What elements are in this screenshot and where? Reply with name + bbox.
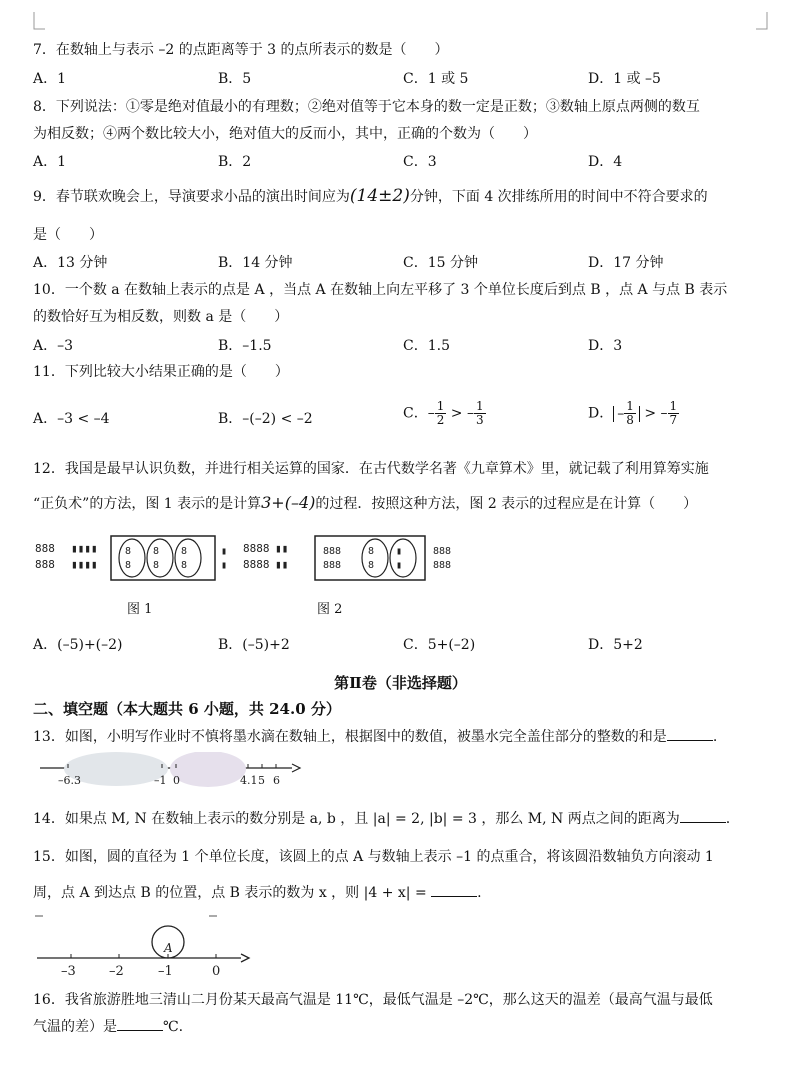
q11-option-c[interactable]: [403, 400, 486, 427]
q11-c-mid: > –: [446, 405, 474, 422]
q12-expression: 3+(–4): [261, 493, 316, 512]
q15-point-a: A: [164, 941, 173, 955]
svg-text:▮▮: ▮▮: [275, 558, 289, 571]
q8-stem-line1: 8．下列说法：①零是绝对值最小的有理数；②绝对值等于它本身的数一定是正数；③数轴上原点两侧的数互: [33, 99, 700, 115]
q12-figure-1: [33, 532, 278, 590]
q11-d-mid: > –: [639, 405, 668, 422]
q8-option-b[interactable]: B．2: [218, 154, 252, 170]
svg-text:8888: 8888: [243, 542, 270, 555]
q11-c-prefix: C．–: [403, 405, 435, 422]
q12-stem-part1: “正负术”的方法，图 1 表示的是计算: [33, 496, 262, 512]
q15-stem-line1: 15．如图，圆的直径为 1 个单位长度，该圆上的点 A 与数轴上表示 –1 的点重合，将该圆沿数轴负方向滚动 1: [33, 849, 714, 865]
q12-option-d[interactable]: D．5+2: [588, 637, 643, 653]
q10-option-a[interactable]: A．–3: [33, 338, 74, 354]
q8-option-d[interactable]: D．4: [588, 154, 623, 170]
q12-stem-line2: [33, 493, 697, 513]
q9-option-b[interactable]: B．14 分钟: [218, 255, 293, 271]
q9-stem-part1: 9．春节联欢晚会上，导演要求小品的演出时间应为: [33, 189, 350, 205]
q15-tick-neg2: –2: [109, 964, 124, 978]
q16-stem-line1: 16．我省旅游胜地三清山二月份某天最高气温是 11℃，最低气温是 –2℃，那么这天的温差（最高气温与最低: [33, 992, 713, 1008]
q13-tick-6: 6: [273, 774, 280, 787]
q10-options: [33, 335, 773, 357]
q11-c-num2: 1: [476, 399, 484, 413]
q13-answer-blank[interactable]: [667, 728, 713, 741]
q12-options: [33, 634, 773, 656]
q9-stem-line1: [33, 186, 708, 206]
svg-text:888: 888: [323, 560, 342, 571]
svg-text:8: 8: [181, 546, 188, 557]
svg-text:888: 888: [35, 542, 55, 555]
q16-stem-line2: [33, 1016, 183, 1036]
q13-tick-0: 0: [173, 774, 180, 787]
svg-text:888: 888: [433, 546, 452, 557]
q9-option-c[interactable]: C．15 分钟: [403, 255, 478, 271]
q12-stem-line1: 12．我国是最早认识负数，并进行相关运算的国家．在古代数学名著《九章算术》里，就记载了利用算筹实施: [33, 461, 709, 477]
q14-stem-line: [33, 808, 730, 828]
q9-stem-line2: 是（ ）: [33, 227, 103, 243]
q7-option-c[interactable]: C．1 或 5: [403, 71, 469, 87]
svg-text:8: 8: [153, 546, 160, 557]
q9-option-a[interactable]: A．13 分钟: [33, 255, 108, 271]
svg-text:8: 8: [125, 546, 132, 557]
q15-end: .: [477, 885, 482, 901]
q8-option-c[interactable]: C．3: [403, 154, 437, 170]
q11-d-den2: 7: [669, 413, 678, 427]
q7-option-d[interactable]: D．1 或 –5: [588, 71, 661, 87]
svg-text:888: 888: [433, 560, 452, 571]
q13-stem: 13．如图，小明写作业时不慎将墨水滴在数轴上，根据图中的数值，被墨水完全盖住部分的整数的和是: [33, 729, 667, 745]
q8-stem-line2: 为相反数；④两个数比较大小，绝对值大的反而小，其中，正确的个数为（ ）: [33, 126, 537, 142]
svg-text:8: 8: [368, 546, 375, 557]
q11-c-den1: 2: [436, 413, 445, 427]
q11-option-b[interactable]: B．–(–2) < –2: [218, 411, 313, 427]
q7-option-b[interactable]: B．5: [218, 71, 252, 87]
q12-figure-1-label: 图 1: [127, 602, 153, 617]
q9-option-d[interactable]: D．17 分钟: [588, 255, 664, 271]
q7-option-a[interactable]: A．1: [33, 71, 67, 87]
svg-text:▮: ▮: [396, 560, 403, 571]
q11-c-fraction2: [474, 400, 486, 427]
q16-stem-part2: ℃.: [163, 1019, 184, 1035]
q11-d-fraction2: [668, 400, 680, 427]
q11-c-fraction1: [435, 400, 447, 427]
q14-end: .: [725, 811, 731, 827]
q12-stem-part2: 的过程．按照这种方法，图 2 表示的过程应是在计算（ ）: [315, 496, 698, 512]
q12-option-a[interactable]: A．(–5)+(–2): [33, 637, 123, 653]
q12-option-b[interactable]: B．(–5)+2: [218, 637, 290, 653]
svg-text:8888: 8888: [243, 558, 270, 571]
svg-text:8: 8: [153, 560, 160, 571]
q10-stem-line1: 10．一个数 a 在数轴上表示的点是 A ，当点 A 在数轴上向左平移了 3 个单位长度后到点 B ，点 A 与点 B 表示: [33, 282, 728, 298]
q13-tick-neg1: –1: [154, 774, 167, 787]
svg-text:888: 888: [35, 558, 55, 571]
q11-d-abs: – $\frac{1}{8}$: [613, 406, 640, 422]
corner-mark-right: [756, 12, 768, 30]
q7-options: [33, 68, 773, 90]
q15-tick-neg1: –1: [158, 964, 173, 978]
q9-options: [33, 252, 773, 274]
q12-option-c[interactable]: C．5+(–2): [403, 637, 476, 653]
q13-tick-5: 5: [258, 774, 265, 787]
q9-stem-part2: 分钟，下面 4 次排练所用的时间中不符合要求的: [409, 189, 708, 205]
q10-option-d[interactable]: D．3: [588, 338, 623, 354]
q8-option-a[interactable]: A．1: [33, 154, 67, 170]
svg-text:▮▮▮▮: ▮▮▮▮: [71, 542, 98, 555]
svg-text:▮: ▮: [221, 560, 228, 571]
q13-tick-neg6-3: –6.3: [58, 774, 81, 787]
q11-stem: 11．下列比较大小结果正确的是（ ）: [33, 364, 289, 380]
q11-options: [33, 400, 773, 440]
q13-number-line: [36, 752, 306, 792]
q14-stem: 14．如果点 M, N 在数轴上表示的数分别是 a, b ，且 |a| = 2, |b| = 3 ，那么 M, N 两点之间的距离为: [33, 811, 680, 827]
svg-text:▮: ▮: [396, 546, 403, 557]
q11-d-prefix: D．: [588, 405, 614, 422]
q11-c-num1: 1: [436, 399, 445, 413]
q15-stem-part: 周，点 A 到达点 B 的位置，点 B 表示的数为 x ，则 |4 + x| =: [33, 885, 427, 901]
q11-d-fraction1: [624, 400, 636, 427]
svg-text:▮▮: ▮▮: [275, 542, 289, 555]
svg-text:▮▮▮▮: ▮▮▮▮: [71, 558, 98, 571]
q11-d-num1: 1: [626, 399, 634, 413]
q11-d-den1: 8: [626, 413, 634, 427]
q9-expression: (14±2): [349, 186, 410, 206]
q8-options: [33, 151, 773, 173]
q15-stem-line2: [33, 882, 482, 902]
section2-heading: 二、填空题（本大题共 6 小题，共 24.0 分）: [33, 700, 341, 718]
q11-option-a[interactable]: A．–3 < –4: [33, 411, 110, 427]
q15-answer-blank[interactable]: [431, 884, 477, 897]
svg-text:888: 888: [323, 546, 342, 557]
q13-ink-blot-right: [170, 752, 246, 787]
q14-answer-blank[interactable]: [680, 810, 726, 823]
q12-figure-2: [275, 532, 475, 590]
q15-tick-0: 0: [212, 964, 221, 978]
q13-tick-4-1: 4.1: [240, 774, 258, 787]
q12-figure-2-label: 图 2: [317, 602, 343, 617]
q16-answer-blank[interactable]: [117, 1018, 163, 1031]
part2-title: 第Ⅱ卷（非选择题）: [334, 674, 467, 692]
q10-stem-line2: 的数恰好互为相反数，则数 a 是（ ）: [33, 309, 289, 325]
q15-number-line: [33, 912, 253, 978]
corner-mark-left: [33, 12, 45, 30]
q13-end: .: [712, 729, 718, 745]
svg-text:▮: ▮: [221, 546, 228, 557]
q10-option-c[interactable]: C．1.5: [403, 338, 450, 354]
q11-d-num2: 1: [669, 399, 678, 413]
q15-tick-neg3: –3: [61, 964, 76, 978]
q7-stem: 7．在数轴上与表示 –2 的点距离等于 3 的点所表示的数是（ ）: [33, 42, 449, 58]
q10-option-b[interactable]: B．–1.5: [218, 338, 272, 354]
q13-stem-line: [33, 726, 717, 746]
q11-option-d[interactable]: [588, 400, 679, 427]
q16-stem-part1: 气温的差）是: [33, 1019, 117, 1035]
q11-c-den2: 3: [476, 413, 484, 427]
svg-text:8: 8: [181, 560, 188, 571]
svg-text:8: 8: [125, 560, 132, 571]
svg-text:8: 8: [368, 560, 375, 571]
